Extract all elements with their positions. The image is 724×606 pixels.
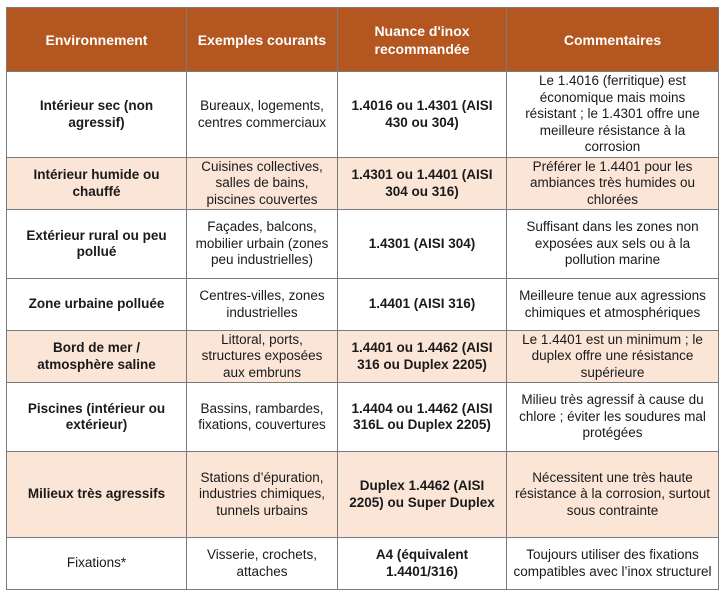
grade-cell: 1.4301 ou 1.4401 (AISI 304 ou 316) (338, 158, 507, 210)
comment-cell: Meilleure tenue aux agressions chimiques et atmosphériques (507, 279, 719, 331)
table-row (7, 210, 719, 279)
table-row (7, 158, 719, 210)
comment-cell: Suffisant dans les zones non exposées aux sels ou à la pollution marine (507, 210, 719, 279)
environment-cell: Intérieur humide ou chauffé (7, 158, 187, 210)
grade-cell: Duplex 1.4462 (AISI 2205) ou Super Duplex (338, 452, 507, 538)
table-row (7, 72, 719, 158)
environment-cell: Fixations* (7, 538, 187, 590)
examples-cell: Visserie, crochets, attaches (187, 538, 338, 590)
examples-cell: Stations d’épuration, industries chimiques, tunnels urbains (187, 452, 338, 538)
examples-cell: Bureaux, logements, centres commerciaux (187, 72, 338, 158)
comment-cell: Le 1.4401 est un minimum ; le duplex offre une résistance supérieure (507, 331, 719, 383)
environment-cell: Piscines (intérieur ou extérieur) (7, 383, 187, 452)
environment-cell: Milieux très agressifs (7, 452, 187, 538)
table-header-row (7, 8, 719, 72)
header-grade: Nuance d'inox recommandée (338, 8, 507, 72)
grade-cell: 1.4401 ou 1.4462 (AISI 316 ou Duplex 2205) (338, 331, 507, 383)
grade-cell: 1.4401 (AISI 316) (338, 279, 507, 331)
environment-cell: Bord de mer / atmosphère saline (7, 331, 187, 383)
table-row (7, 331, 719, 383)
environment-cell: Zone urbaine polluée (7, 279, 187, 331)
comment-cell: Toujours utiliser des fixations compatibles avec l’inox structurel (507, 538, 719, 590)
comment-cell: Milieu très agressif à cause du chlore ; éviter les soudures mal protégées (507, 383, 719, 452)
comment-cell: Préférer le 1.4401 pour les ambiances très humides ou chlorées (507, 158, 719, 210)
table-row (7, 452, 719, 538)
header-environment: Environnement (7, 8, 187, 72)
grade-cell: 1.4404 ou 1.4462 (AISI 316L ou Duplex 2205) (338, 383, 507, 452)
examples-cell: Littoral, ports, structures exposées aux embruns (187, 331, 338, 383)
table-row (7, 383, 719, 452)
comment-cell: Le 1.4016 (ferritique) est économique mais moins résistant ; le 1.4301 offre une meilleure résistance à la corrosion (507, 72, 719, 158)
examples-cell: Centres-villes, zones industrielles (187, 279, 338, 331)
table-row (7, 538, 719, 590)
table-row (7, 279, 719, 331)
examples-cell: Bassins, rambardes, fixations, couvertures (187, 383, 338, 452)
header-examples: Exemples courants (187, 8, 338, 72)
environment-cell: Intérieur sec (non agressif) (7, 72, 187, 158)
environment-cell: Extérieur rural ou peu pollué (7, 210, 187, 279)
grade-cell: A4 (équivalent 1.4401/316) (338, 538, 507, 590)
comment-cell: Nécessitent une très haute résistance à la corrosion, surtout sous contrainte (507, 452, 719, 538)
grade-cell: 1.4016 ou 1.4301 (AISI 430 ou 304) (338, 72, 507, 158)
grade-cell: 1.4301 (AISI 304) (338, 210, 507, 279)
stainless-grade-table (6, 7, 719, 590)
examples-cell: Cuisines collectives, salles de bains, piscines couvertes (187, 158, 338, 210)
examples-cell: Façades, balcons, mobilier urbain (zones peu industrielles) (187, 210, 338, 279)
header-comments: Commentaires (507, 8, 719, 72)
